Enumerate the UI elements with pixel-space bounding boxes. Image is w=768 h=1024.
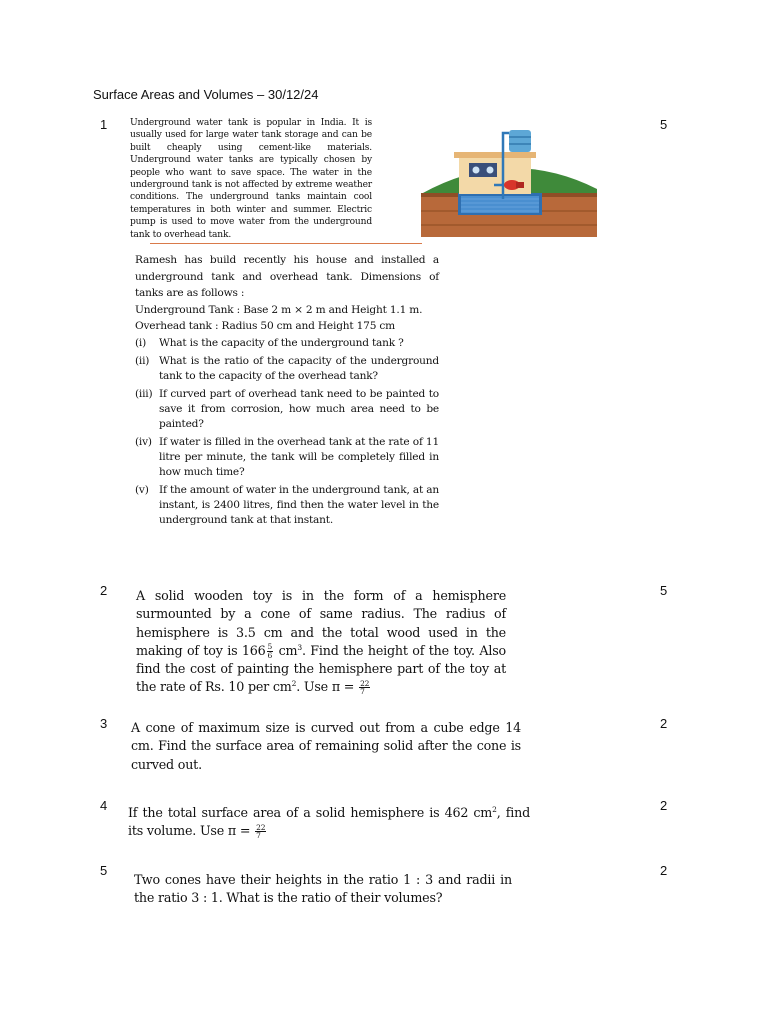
volume-unit-power: 3 [297, 642, 302, 652]
question-3-text: A cone of maximum size is curved out from a cube edge 14 cm. Find the surface area of remaining solid after the cone is curved out. [131, 720, 521, 772]
question-1-body [135, 252, 439, 531]
sub-question-list [135, 336, 439, 528]
underground-tank-dimensions: Underground Tank : Base 2 m × 2 m and Height 1.1 m. [135, 303, 423, 316]
question-5-text: Two cones have their heights in the ratio 1 : 3 and radii in the ratio 3 : 1. What is the ratio of their volumes? [134, 872, 512, 906]
question-4-marks: 2 [660, 798, 668, 813]
overhead-tank [509, 130, 531, 152]
question-1-context: Ramesh has build recently his house and installed a underground tank and overhead tank. Dimensions of tanks are as follows : [135, 254, 439, 300]
question-2-text-part: . Find the height of the toy. Also find the cost of painting the hemisphere part of the toy at the rate of Rs. 10 per cm [136, 642, 506, 695]
question-4-number: 4 [100, 798, 108, 813]
area-unit-power: 2 [291, 679, 297, 689]
sub-question-label: (ii) [135, 354, 150, 367]
sub-question-label: (i) [135, 336, 147, 349]
sub-question-label: (iii) [135, 387, 153, 400]
question-4-text-part: If the total surface area of a solid hemisphere is 462 cm [128, 805, 493, 820]
house-roof [454, 152, 536, 158]
question-3-marks: 2 [660, 716, 668, 731]
question-5-number: 5 [100, 863, 108, 878]
sub-question [135, 336, 439, 351]
sub-question-text: If curved part of overhead tank need to be painted to save it from corrosion, how much area need to be painted? [159, 387, 439, 430]
fraction-denominator: 7 [256, 831, 261, 841]
sub-question-text: If water is filled in the overhead tank at the rate of 11 litre per minute, the tank will be completely filled in how much time? [159, 435, 439, 478]
overhead-tank-dimensions: Overhead tank : Radius 50 cm and Height 175 cm [135, 320, 395, 333]
area-unit-power: 2 [492, 804, 497, 814]
fraction-denominator: 6 [267, 650, 273, 660]
toy-volume-fraction [267, 643, 274, 659]
pi-fraction [359, 680, 370, 696]
sub-question-label: (iv) [135, 435, 152, 448]
sub-question-label: (v) [135, 483, 149, 496]
volume-unit: cm [278, 642, 298, 658]
question-2-number: 2 [100, 583, 108, 598]
sub-question-text: What is the capacity of the underground tank ? [159, 336, 404, 349]
pi-fraction [255, 824, 266, 840]
question-1-intro: Underground water tank is popular in India. It is usually used for large water tank storage and can be built cheaply using cement-like materials. Underground water tanks are typically chosen by people who want to save space. The water in the underground tank is not affected by extreme weather conditions. The underground tanks maintain cool temperatures in both winter and summer. Electric pump is used to move water from the underground tank to overhead tank. [130, 118, 372, 240]
question-4-text-part: , find its volume. Use π = [128, 805, 530, 839]
question-1-marks: 5 [660, 117, 668, 132]
question-4-text [128, 804, 530, 841]
divider-rule [150, 243, 422, 244]
sub-question [135, 387, 439, 432]
sub-question-text: If the amount of water in the underground tank, at an instant, is 2400 litres, find then the water level in the underground tank at that instant. [159, 483, 439, 526]
toy-volume-whole: 166 [241, 642, 266, 658]
sub-question [135, 354, 439, 384]
use-pi-text: . Use π = [296, 679, 355, 695]
page-title: Surface Areas and Volumes – 30/12/24 [93, 87, 319, 102]
question-2-text-part: A solid wooden toy is in the form of a hemisphere surmounted by a cone of same radius. The radius of hemisphere is 3.5 cm and the total wood used in the making of toy is [136, 588, 506, 658]
question-2-marks: 5 [660, 583, 668, 598]
fraction-denominator: 7 [360, 687, 365, 697]
question-3-number: 3 [100, 716, 108, 731]
sub-question-text: What is the ratio of the capacity of the underground tank to the capacity of the overhead tank? [159, 354, 439, 382]
question-5-marks: 2 [660, 863, 668, 878]
question-2-text [136, 587, 506, 697]
fraction-numerator: 5 [267, 642, 273, 652]
question-1-number: 1 [100, 117, 108, 132]
sub-question [135, 435, 439, 480]
sub-question [135, 483, 439, 528]
fraction-numerator: 22 [360, 678, 370, 688]
water-tank-house-illustration [421, 127, 597, 237]
fraction-numerator: 22 [256, 822, 266, 832]
